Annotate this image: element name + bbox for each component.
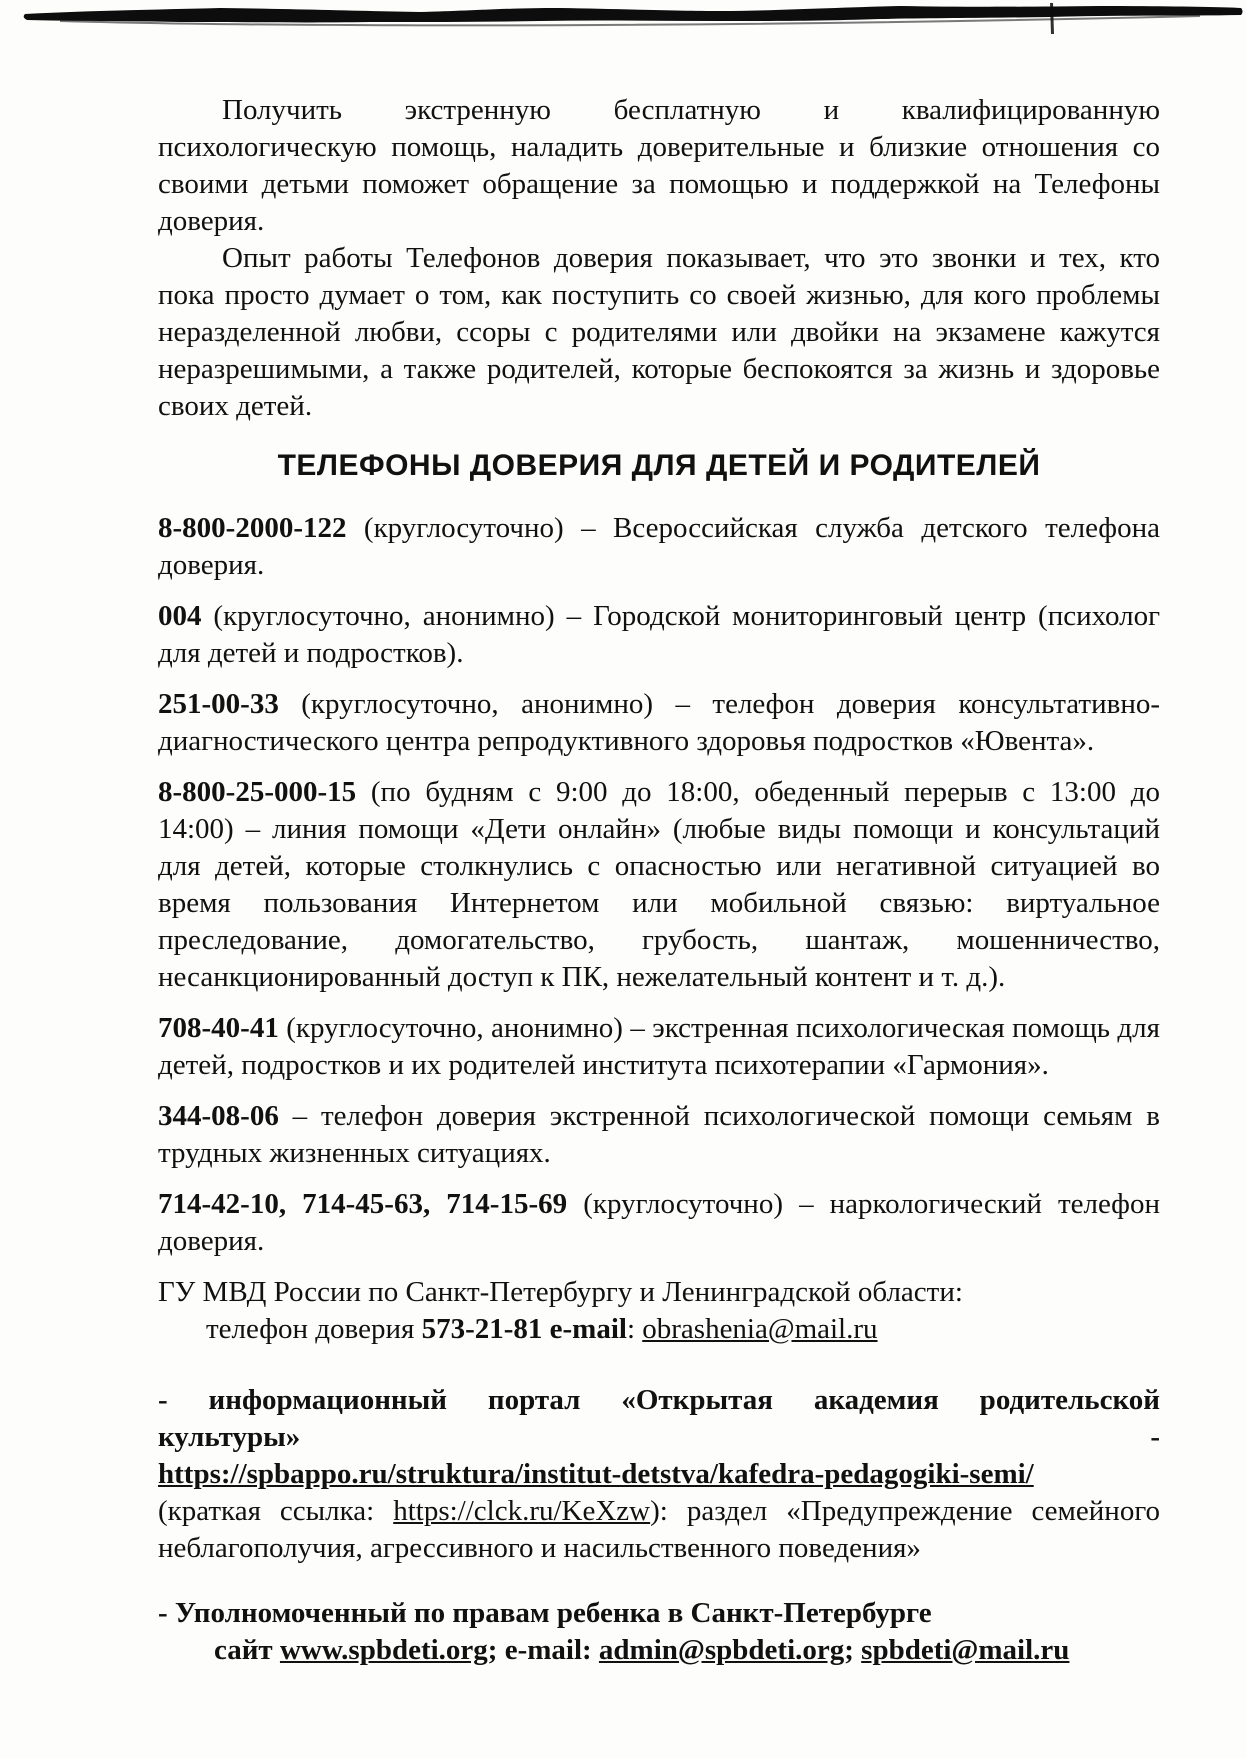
helpline-entry-7: [158, 1186, 1160, 1260]
ombudsman-email-link-1[interactable]: admin@spbdeti.org: [598, 1634, 845, 1666]
portal-title-line-2: [158, 1419, 1160, 1456]
portal-url-line: [158, 1456, 1160, 1493]
helpline-entry-5: [158, 1010, 1160, 1084]
helpline-entry-4: [158, 774, 1160, 996]
phone-number: 714-42-10, 714-45-63, 714-15-69: [158, 1188, 568, 1220]
entry-text: (круглосуточно, анонимно) – экстренная психологическая помощь для детей, подростков и их родителей института психотерапии «Гармония».: [158, 1012, 1160, 1081]
phone-number: 708-40-41: [158, 1012, 279, 1044]
helpline-entry-6: [158, 1098, 1160, 1172]
short-url-link[interactable]: https://clck.ru/KeXzw: [393, 1495, 651, 1527]
phone-number: 344-08-06: [158, 1100, 279, 1132]
document-content: [158, 92, 1160, 1669]
site-link[interactable]: www.spbdeti.org: [279, 1634, 488, 1666]
portal-short-link-line: [158, 1493, 1160, 1567]
ombudsman-sep: ;: [844, 1634, 862, 1666]
short-link-prefix: (краткая ссылка:: [158, 1495, 394, 1527]
ombudsman-mid: ; e-mail:: [487, 1634, 599, 1666]
mvd-email-link[interactable]: obrashenia@mail.ru: [642, 1313, 878, 1345]
phone-number: 8-800-25-000-15: [158, 776, 357, 808]
entry-text: (по будням с 9:00 до 18:00, обеденный перерыв с 13:00 до 14:00) – линия помощи «Дети онлайн» (любые виды помощи и консультаций для детей, которые столкнулись с опасностью или негативной ситуацией во время пользования Интернетом или мобильной связью: виртуальное преследование, домогательство, грубость, шантаж, мошенничество, несанкционированный доступ к ПК, нежелательный контент и т. д.).: [158, 776, 1160, 993]
ombudsman-line-1: - Уполномоченный по правам ребенка в Санкт-Петербурге: [158, 1597, 932, 1629]
helpline-entry-2: [158, 598, 1160, 672]
portal-trailing-dash: -: [1150, 1421, 1160, 1453]
scan-artifact-top: [0, 0, 1246, 70]
mvd-block: [158, 1274, 1160, 1348]
phone-number: 8-800-2000-122: [158, 512, 347, 544]
phone-number: 004: [158, 600, 202, 632]
short-link-suffix: ): раздел «Предупреждение семейного неблагополучия, агрессивного и насильственного поведения»: [158, 1495, 1160, 1564]
entry-text: (круглосуточно) – Всероссийская служба детского телефона доверия.: [158, 512, 1160, 581]
portal-title-word: культуры»: [158, 1421, 301, 1453]
portal-block: [158, 1382, 1160, 1567]
ombudsman-line-2: [214, 1632, 1160, 1669]
intro-paragraph-1: Получить экстренную бесплатную и квалифицированную психологическую помощь, наладить доверительные и близкие отношения со своими детьми поможет обращение за помощью и поддержкой на Телефоны доверия.: [158, 94, 1160, 237]
entry-text: (круглосуточно, анонимно) – Городской мониторинговый центр (психолог для детей и подростков).: [158, 600, 1160, 669]
entry-text: (круглосуточно) – наркологический телефон доверия.: [158, 1188, 1160, 1257]
phone-number: 251-00-33: [158, 688, 279, 720]
mvd-line-1: ГУ МВД России по Санкт-Петербургу и Ленинградской области:: [158, 1276, 963, 1308]
portal-title-line-1: - информационный портал «Открытая академия родительской: [158, 1384, 1160, 1416]
ombudsman-block: [158, 1595, 1160, 1669]
mvd-phone-number: 573-21-81 e-mail: [421, 1313, 627, 1345]
helpline-entry-1: [158, 510, 1160, 584]
mvd-colon: :: [626, 1313, 643, 1345]
entry-text: (круглосуточно, анонимно) – телефон доверия консультативно-диагностического центра репродуктивного здоровья подростков «Ювента».: [158, 688, 1160, 757]
intro-paragraph-2: Опыт работы Телефонов доверия показывает, что это звонки и тех, кто пока просто думает о том, как поступить со своей жизнью, для кого проблемы неразделенной любви, ссоры с родителями или двойки на экзамене кажутся неразрешимыми, а также родителей, которые беспокоятся за жизнь и здоровье своих детей.: [158, 242, 1160, 422]
section-heading: ТЕЛЕФОНЫ ДОВЕРИЯ ДЛЯ ДЕТЕЙ И РОДИТЕЛЕЙ: [277, 449, 1041, 482]
ombudsman-email-link-2[interactable]: spbdeti@mail.ru: [861, 1634, 1070, 1666]
mvd-phone-prefix: телефон доверия: [206, 1313, 422, 1345]
helpline-entry-3: [158, 686, 1160, 760]
site-prefix: сайт: [214, 1634, 280, 1666]
mvd-line-2: [206, 1311, 1160, 1348]
portal-url-link[interactable]: https://spbappo.ru/struktura/institut-detstva/kafedra-pedagogiki-semi/: [158, 1458, 1034, 1490]
entry-text: – телефон доверия экстренной психологической помощи семьям в трудных жизненных ситуациях.: [158, 1100, 1160, 1169]
